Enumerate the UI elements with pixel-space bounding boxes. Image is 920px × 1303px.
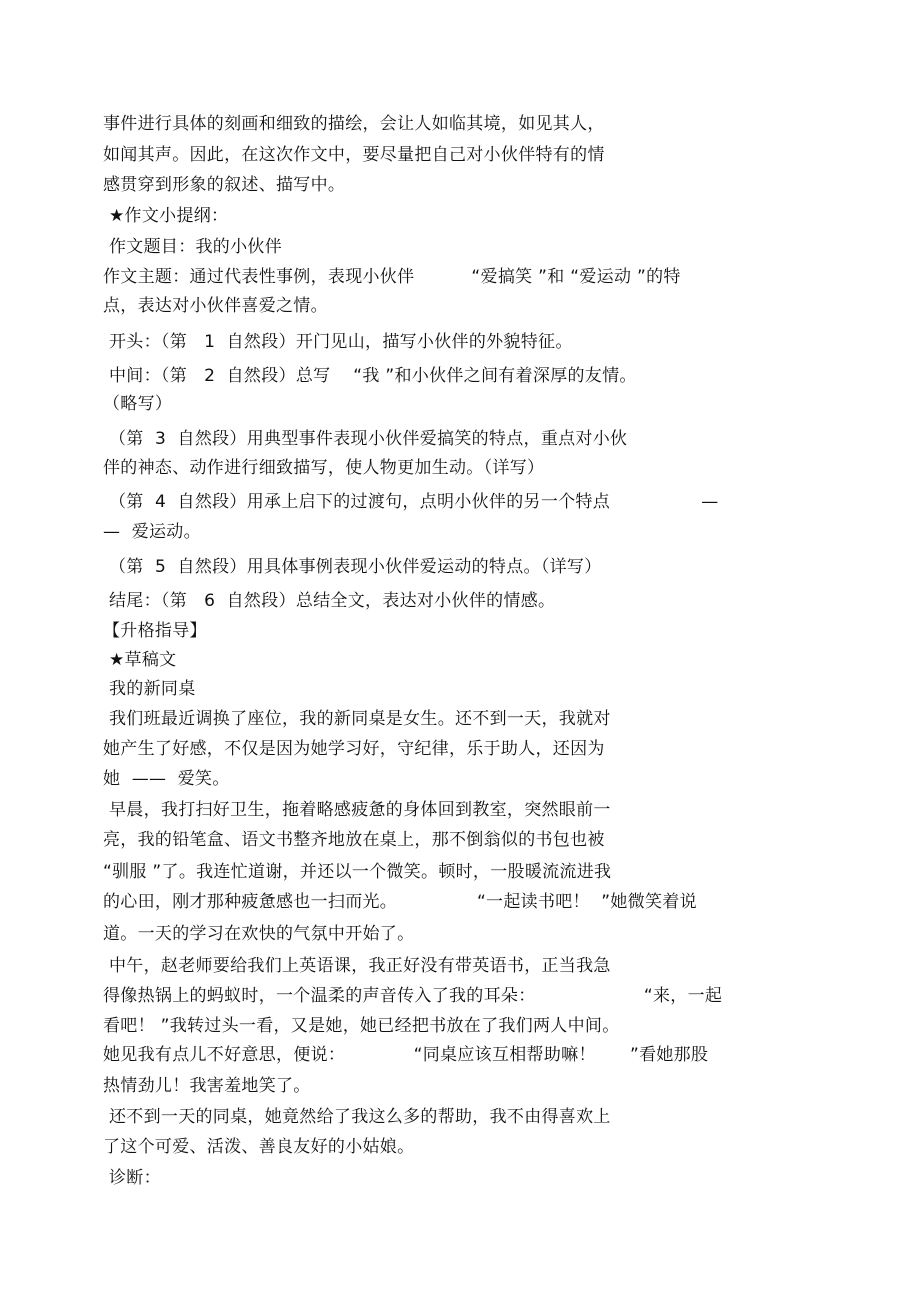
upgrade-guide-heading: 【升格指导】	[103, 621, 207, 641]
draft-line-11: 看吧！ ”我转过头一看，又是她，她已经把书放在了我们两人中间。	[103, 1016, 620, 1036]
outline-middle: 中间：（第 2 自然段）总写 “我 ”和小伙伴之间有着深厚的友情。	[109, 366, 637, 386]
draft-line-5: 亮，我的铅笔盒、语文书整齐地放在桌上，那不倒翁似的书包也被	[103, 830, 605, 850]
draft-line-3: 她 —— 爱笑。	[103, 769, 230, 789]
draft-line-12: 她见我有点儿不好意思，便说： “同桌应该互相帮助嘛！ ”看她那股	[103, 1045, 709, 1065]
essay-title-line: 作文题目：我的小伙伴	[109, 237, 282, 257]
text-line-2: 如闻其声。因此，在这次作文中，要尽量把自己对小伙伴特有的情	[103, 145, 605, 165]
draft-line-4: 早晨，我打扫好卫生，拖着略感疲惫的身体回到教室，突然眼前一	[109, 800, 611, 820]
outline-ending: 结尾：（第 6 自然段）总结全文，表达对小伙伴的情感。	[109, 591, 556, 611]
draft-line-9: 中午，赵老师要给我们上英语课，我正好没有带英语书，正当我急	[109, 956, 611, 976]
text-line-3: 感贯穿到形象的叙述、描写中。	[103, 175, 346, 195]
draft-line-8: 道。一天的学习在欢快的气氛中开始了。	[103, 924, 415, 944]
draft-title: 我的新同桌	[109, 679, 196, 699]
outline-para-4-cont: — 爱运动。	[103, 522, 201, 542]
outline-para-3: （第 3 自然段）用典型事件表现小伙伴爱搞笑的特点，重点对小伙	[109, 429, 628, 449]
draft-line-1: 我们班最近调换了座位，我的新同桌是女生。还不到一天，我就对	[109, 709, 611, 729]
outline-middle-note: （略写）	[103, 394, 173, 414]
outline-para-5: （第 5 自然段）用具体事例表现小伙伴爱运动的特点。（详写）	[109, 557, 602, 577]
essay-theme-line-2: 点，表达对小伙伴喜爱之情。	[103, 296, 328, 316]
draft-heading: ★草稿文	[109, 650, 177, 670]
draft-line-7: 的心田，刚才那种疲惫感也一扫而光。 “一起读书吧！ ”她微笑着说	[103, 892, 697, 912]
draft-line-2: 她产生了好感，不仅是因为她学习好，守纪律，乐于助人，还因为	[103, 739, 605, 759]
draft-line-15: 了这个可爱、活泼、善良友好的小姑娘。	[103, 1137, 415, 1157]
outline-para-4: （第 4 自然段）用承上启下的过渡句，点明小伙伴的另一个特点 —	[109, 492, 719, 512]
text-line-1: 事件进行具体的刻画和细致的描绘，会让人如临其境，如见其人，	[103, 114, 605, 134]
outline-opening: 开头：（第 1 自然段）开门见山，描写小伙伴的外貌特征。	[109, 332, 573, 352]
draft-line-10: 得像热锅上的蚂蚁时，一个温柔的声音传入了我的耳朵： “来，一起	[103, 986, 723, 1006]
outline-para-3-cont: 伴的神态、动作进行细致描写，使人物更加生动。（详写）	[103, 458, 545, 478]
draft-line-14: 还不到一天的同桌，她竟然给了我这么多的帮助，我不由得喜欢上	[109, 1107, 611, 1127]
draft-line-13: 热情劲儿！我害羞地笑了。	[103, 1076, 311, 1096]
diagnosis-heading: 诊断：	[109, 1168, 161, 1188]
outline-heading: ★作文小提纲：	[109, 206, 229, 226]
draft-line-6: “驯服 ”了。我连忙道谢，并还以一个微笑。顿时，一股暖流流进我	[103, 862, 612, 882]
essay-theme-line: 作文主题：通过代表性事例，表现小伙伴 “爱搞笑 ”和 “爱运动 ”的特	[103, 267, 681, 287]
